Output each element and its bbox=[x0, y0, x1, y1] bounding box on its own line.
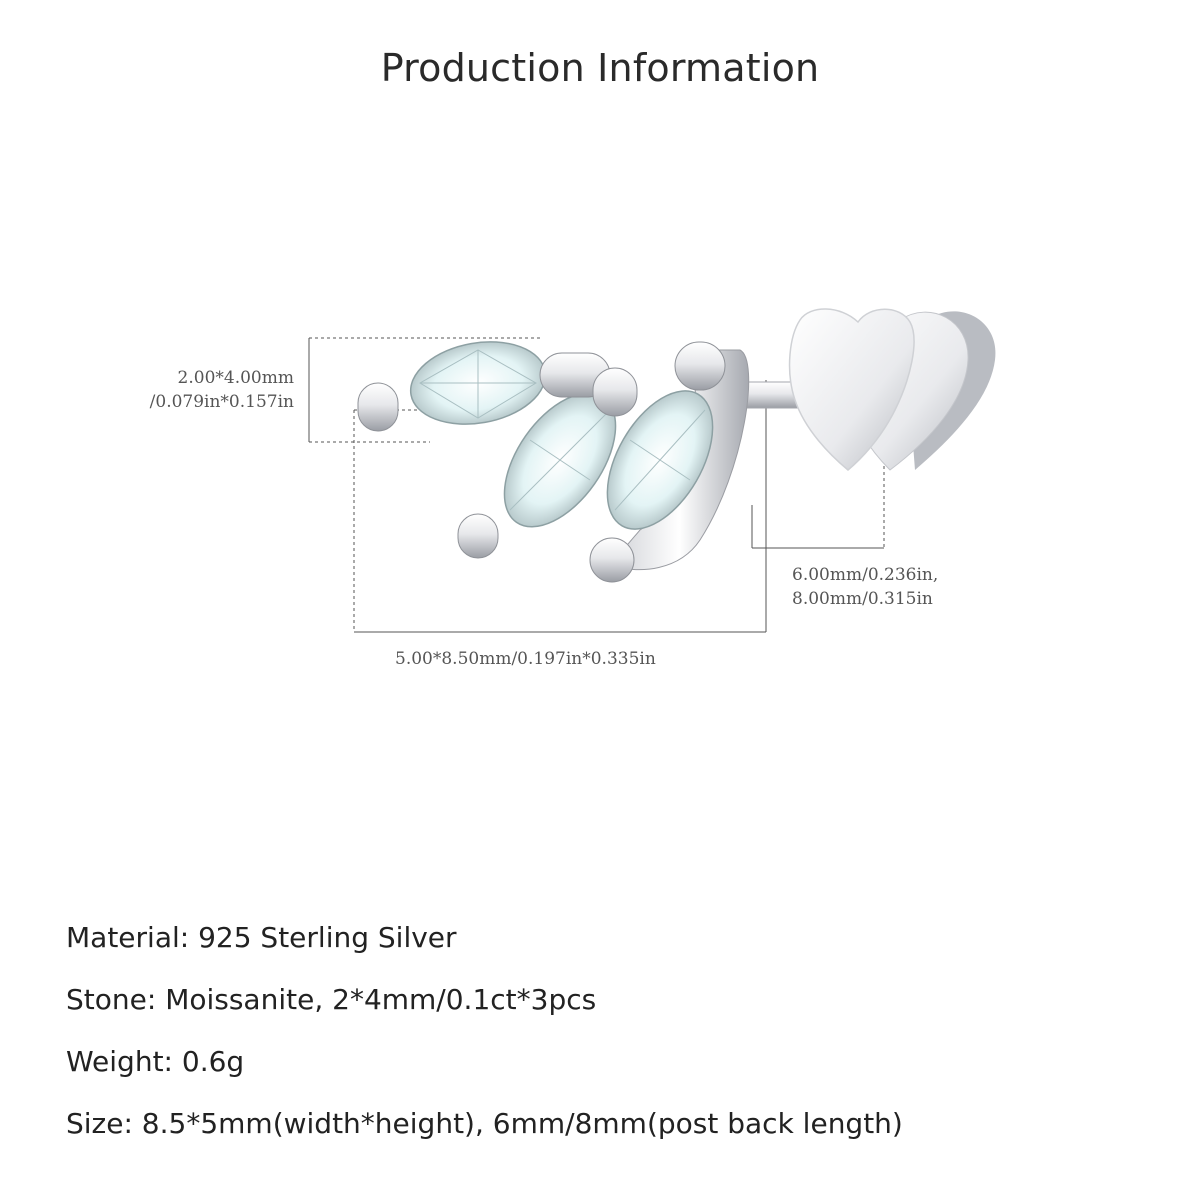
spec-material: Material: 925 Sterling Silver bbox=[66, 921, 457, 954]
spec-size: Size: 8.5*5mm(width*height), 6mm/8mm(post back length) bbox=[66, 1107, 903, 1140]
stone-dimension-label bbox=[150, 366, 294, 414]
spec-stone: Stone: Moissanite, 2*4mm/0.1ct*3pcs bbox=[66, 983, 597, 1016]
post-length-label bbox=[792, 563, 938, 611]
page-title: Production Information bbox=[380, 46, 820, 90]
earring-front bbox=[358, 332, 749, 582]
post-length-short: 6.00mm/0.236in, bbox=[792, 565, 939, 585]
stone-dimension-mm: 2.00*4.00mm bbox=[177, 368, 294, 388]
stone-dimension-in: /0.079in*0.157in bbox=[149, 392, 294, 412]
overall-size-label: 5.00*8.50mm/0.197in*0.335in bbox=[395, 649, 656, 669]
post-length-long: 8.00mm/0.315in bbox=[792, 589, 933, 609]
spec-list bbox=[66, 920, 903, 1168]
heart-backing bbox=[790, 309, 996, 470]
spec-weight: Weight: 0.6g bbox=[66, 1045, 245, 1078]
